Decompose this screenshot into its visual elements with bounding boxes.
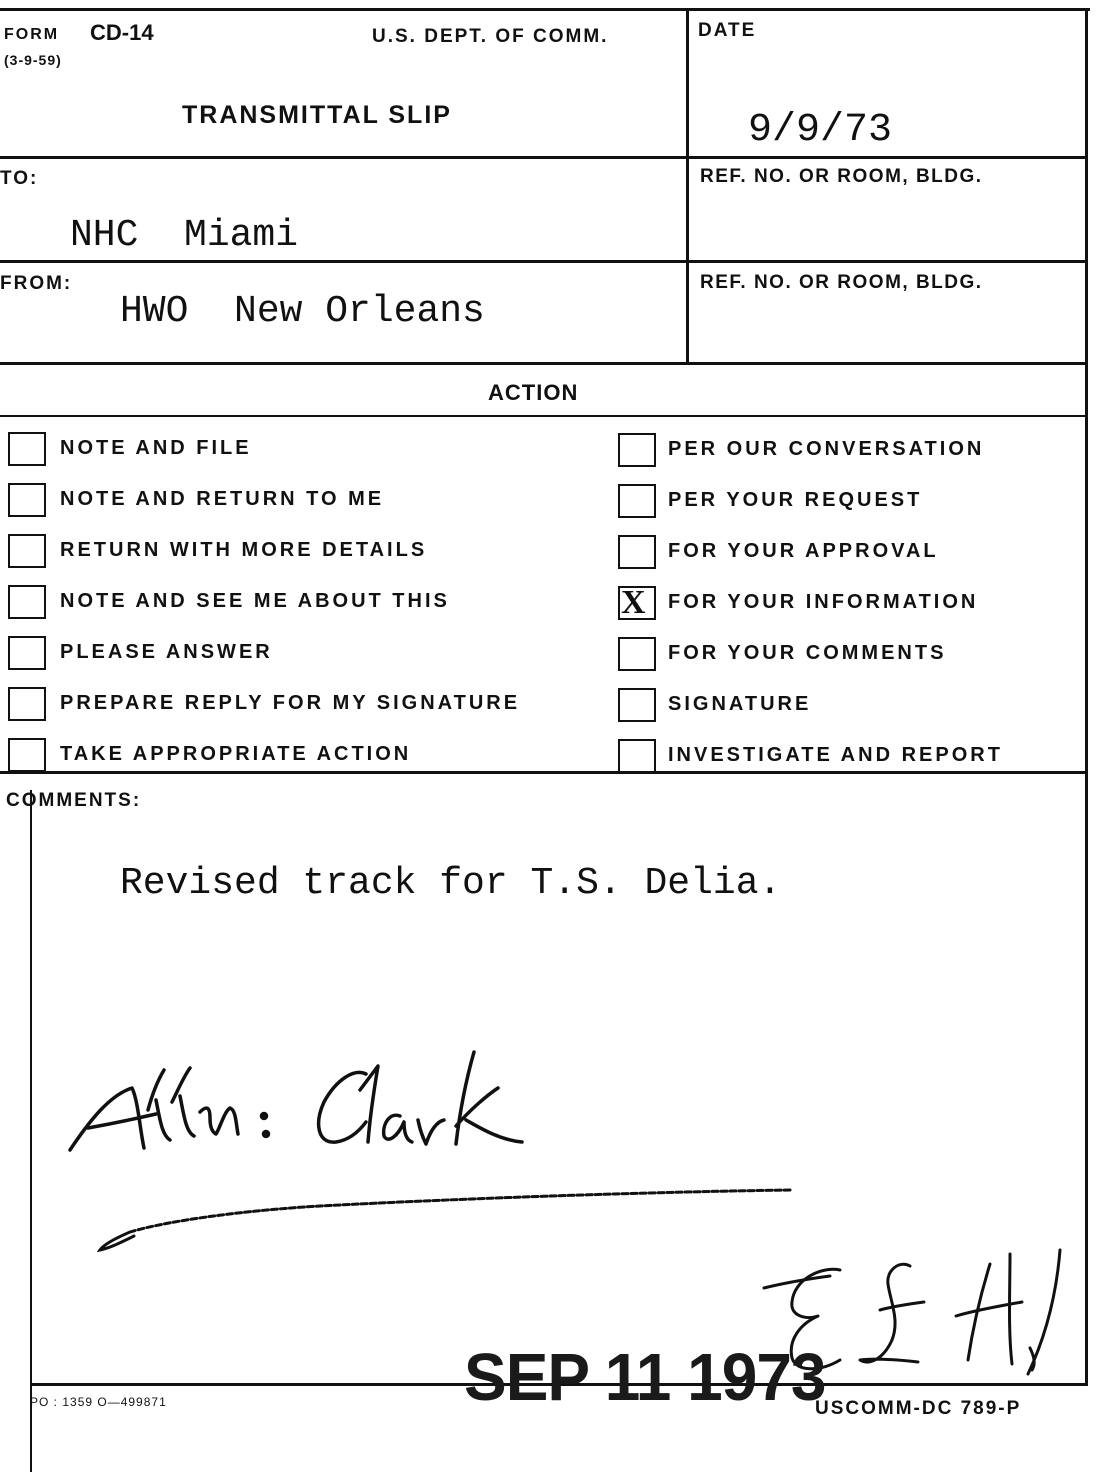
option-label: TAKE APPROPRIATE ACTION xyxy=(60,743,412,765)
to-label: TO: xyxy=(0,168,39,189)
option-label: FOR YOUR COMMENTS xyxy=(668,642,947,664)
handwritten-arrow xyxy=(90,1180,810,1260)
top-border xyxy=(0,8,1090,11)
form-label: FORM xyxy=(4,26,60,43)
uscomm-form-code: USCOMM-DC 789-P xyxy=(815,1398,1022,1419)
form-revision-date: (3-9-59) xyxy=(4,52,62,68)
left-border xyxy=(30,790,32,1472)
to-bottom-line xyxy=(0,260,1088,263)
option-label: NOTE AND FILE xyxy=(60,437,252,459)
to-ref-label: REF. NO. OR ROOM, BLDG. xyxy=(700,166,983,187)
option-label: PER YOUR REQUEST xyxy=(668,489,923,511)
checkbox[interactable] xyxy=(618,739,656,773)
checkbox[interactable] xyxy=(8,585,46,619)
form-title: TRANSMITTAL SLIP xyxy=(182,101,452,129)
form-number: CD-14 xyxy=(90,20,154,45)
checkbox[interactable] xyxy=(618,637,656,671)
from-label: FROM: xyxy=(0,273,73,294)
checkbox[interactable] xyxy=(8,738,46,772)
option-label: PER OUR CONVERSATION xyxy=(668,438,985,460)
gpo-print-code: PO : 1359 O—499871 xyxy=(30,1395,167,1409)
department-label: U.S. DEPT. OF COMM. xyxy=(372,26,609,47)
checkbox[interactable] xyxy=(618,433,656,467)
action-title: ACTION xyxy=(488,380,579,405)
action-bottom-line xyxy=(0,771,1088,774)
to-value: NHC Miami xyxy=(70,214,299,257)
comments-label: COMMENTS: xyxy=(6,790,142,811)
option-label: INVESTIGATE AND REPORT xyxy=(668,744,1003,766)
date-value: 9/9/73 xyxy=(748,108,893,153)
option-label: PLEASE ANSWER xyxy=(60,641,273,663)
from-value: HWO New Orleans xyxy=(120,290,485,333)
option-label: SIGNATURE xyxy=(668,693,812,715)
from-ref-label: REF. NO. OR ROOM, BLDG. xyxy=(700,272,983,293)
option-label: NOTE AND RETURN TO ME xyxy=(60,488,385,510)
option-label: RETURN WITH MORE DETAILS xyxy=(60,539,428,561)
option-label: PREPARE REPLY FOR MY SIGNATURE xyxy=(60,692,521,714)
comments-typed-text: Revised track for T.S. Delia. xyxy=(120,862,782,905)
checkbox[interactable] xyxy=(618,688,656,722)
header-bottom-line xyxy=(0,156,1088,159)
received-date-stamp: SEP 11 1973 xyxy=(464,1339,826,1415)
checkbox[interactable] xyxy=(8,534,46,568)
checkbox[interactable] xyxy=(618,484,656,518)
check-mark: X xyxy=(621,584,646,621)
date-label: DATE xyxy=(698,20,757,41)
option-label: NOTE AND SEE ME ABOUT THIS xyxy=(60,590,450,612)
checkbox[interactable] xyxy=(618,535,656,569)
checkbox[interactable] xyxy=(8,483,46,517)
option-label: FOR YOUR INFORMATION xyxy=(668,591,979,613)
from-bottom-line xyxy=(0,362,1088,365)
option-label: FOR YOUR APPROVAL xyxy=(668,540,939,562)
right-border xyxy=(1085,8,1088,1386)
checkbox[interactable] xyxy=(8,636,46,670)
date-divider xyxy=(686,8,689,364)
checkbox[interactable] xyxy=(8,687,46,721)
action-title-line xyxy=(0,415,1088,417)
checkbox[interactable] xyxy=(8,432,46,466)
handwritten-attn-clark xyxy=(60,1040,600,1160)
